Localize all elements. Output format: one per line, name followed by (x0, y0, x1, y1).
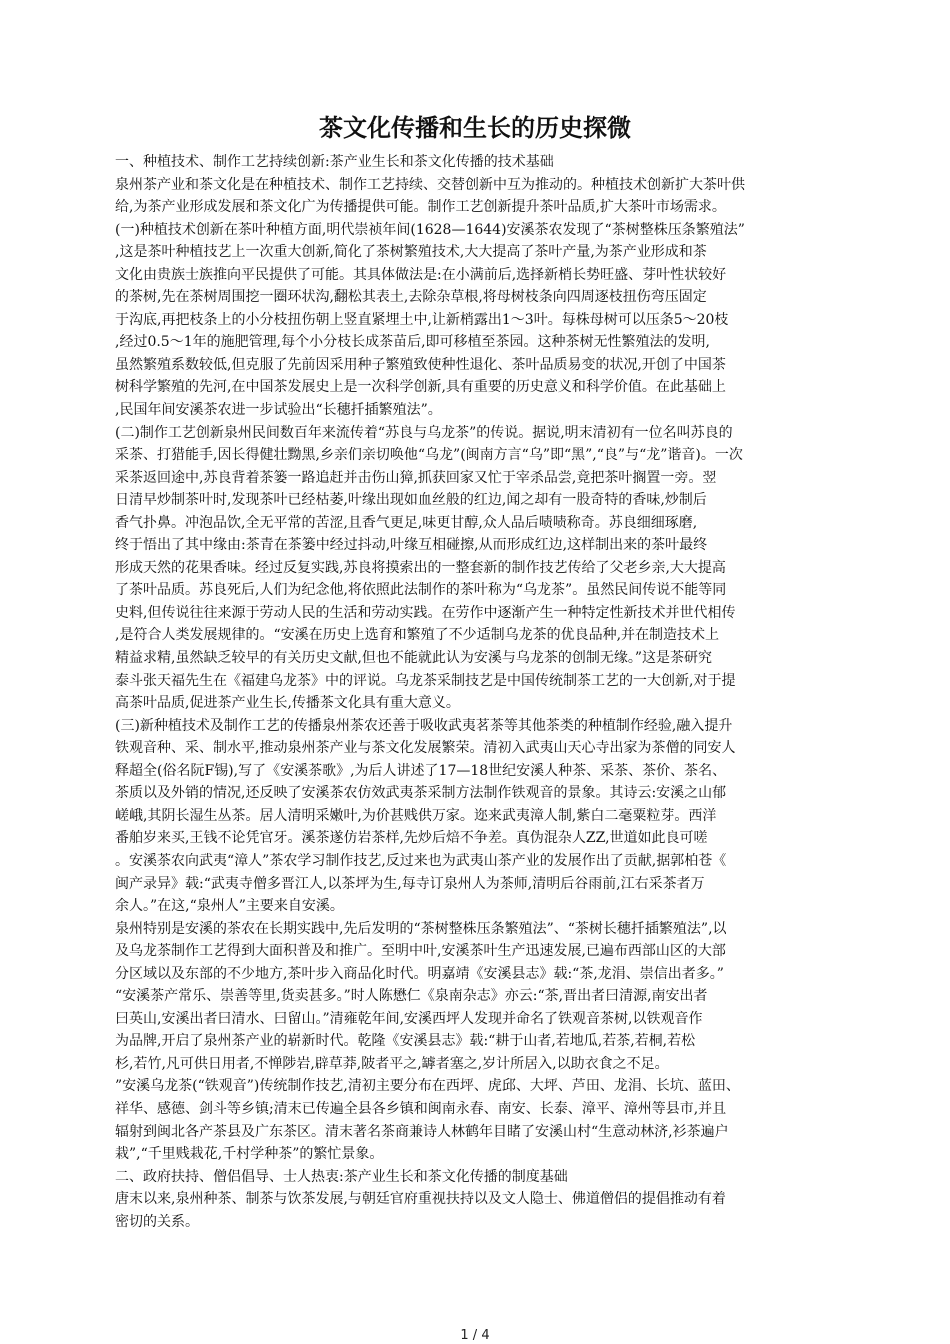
text-line: 辐射到闽北各产茶县及广东茶区。清末著名茶商兼诗人林鹤年目睹了安溪山村“生意动林济,衫茶遍户 (115, 1123, 729, 1140)
text-line: ,民国年间安溪茶农进一步试验出“长穗扦插繁殖法”。 (115, 402, 442, 419)
text-line: (二)制作工艺创新泉州民间数百年来流传着“苏良与乌龙茶”的传说。据说,明末清初有一位名叫苏良的 (115, 424, 733, 441)
text-line: 杉,若竹,凡可供日用者,不惮陟岩,辟草莽,陂者平之,罅者塞之,岁计所居入,以助衣食之不足。 (115, 1055, 669, 1072)
text-line: 史料,但传说往往来源于劳动人民的生活和劳动实践。在劳作中逐渐产生一种特定性新技术并世代相传 (115, 604, 736, 621)
text-line: 泉州特别是安溪的茶农在长期实践中,先后发明的“茶树整株压条繁殖法”、“茶树长穗扦插繁殖法”,以 (115, 920, 727, 937)
text-line: 一、种植技术、制作工艺持续创新:茶产业生长和茶文化传播的技术基础 (115, 154, 554, 170)
text-line: ,经过0.5～1年的施肥管理,每个小分枝长成茶苗后,即可移植至茶园。这种茶树无性繁殖法的发明, (115, 334, 710, 351)
text-line: 香气扑鼻。冲泡品饮,全无平常的苦涩,且香气更足,味更甘醇,众人品后啧啧称奇。苏良细细琢磨, (115, 514, 698, 531)
text-line: 的茶树,先在茶树周围挖一圈环状沟,翻松其表土,去除杂草根,将母树枝条向四周逐枝扭伤弯压固定 (115, 289, 707, 306)
text-line: 铁观音种、采、制水平,推动泉州茶产业与茶文化发展繁荣。清初入武夷山天心寺出家为茶僧的同安人 (115, 740, 736, 757)
text-line: 于沟底,再把枝条上的小分枝扭伤朝上竖直紧埋土中,让新梢露出1～3叶。每株母树可以压条5～20枝 (115, 311, 729, 328)
page-title: 茶文化传播和生长的历史探微 (319, 114, 631, 142)
text-line: 。安溪茶农向武夷“漳人”茶农学习制作技艺,反过来也为武夷山茶产业的发展作出了贡献,据郭柏苍《 (115, 852, 727, 869)
text-line: 采茶返回途中,苏良背着茶篓一路追赶并击伤山獐,抓获回家又忙于宰杀品尝,竟把茶叶搁置一旁。翌 (115, 469, 717, 486)
text-line: (三)新种植技术及制作工艺的传播泉州茶农还善于吸收武夷茗茶等其他茶类的种植制作经验,融入提升 (115, 717, 733, 734)
text-line: 为品牌,开启了泉州茶产业的崭新时代。乾隆《安溪县志》载:“耕于山者,若地瓜,若茶,若桐,若松 (115, 1033, 696, 1050)
text-line: 采茶、打猎能手,因长得健壮黝黑,乡亲们亲切唤他“乌龙”(闽南方言“乌”即“黑”,“良”与“龙”谐音)。一次 (115, 447, 743, 464)
text-line: 栽”,“千里贱栽花,千村学种茶”的繁忙景象。 (115, 1146, 384, 1163)
text-line: 泰斗张天福先生在《福建乌龙茶》中的评说。乌龙茶采制技艺是中国传统制茶工艺的一大创新,对于提 (115, 672, 736, 689)
text-line: 树科学繁殖的先河,在中国茶发展史上是一次科学创新,具有重要的历史意义和科学价值。在此基础上 (115, 379, 726, 396)
text-line: 泉州茶产业和茶文化是在种植技术、制作工艺持续、交替创新中互为推动的。种植技术创新扩大茶叶供 (115, 176, 745, 193)
text-line: (一)种植技术创新在茶叶种植方面,明代崇祯年间(1628—1644)安溪茶农发现了“茶树整株压条繁殖法” (115, 221, 745, 238)
text-line: ,是符合人类发展规律的。“安溪在历史上选育和繁殖了不少适制乌龙茶的优良品种,并在制造技术上 (115, 627, 720, 644)
text-line: 给,为茶产业形成发展和茶文化广为传播提供可能。制作工艺创新提升茶叶品质,扩大茶叶市场需求。 (115, 199, 726, 216)
text-line: 了茶叶品质。苏良死后,人们为纪念他,将依照此法制作的茶叶称为“乌龙茶”。虽然民间传说不能等同 (115, 582, 727, 599)
text-line: 虽然繁殖系数较低,但克服了先前因采用种子繁殖致使种性退化、茶叶品质易变的状况,开创了中国茶 (115, 356, 726, 373)
text-line: 释超全(俗名阮F锡),写了《安溪茶歌》,为后人讲述了17—18世纪安溪人种茶、采茶、茶价、茶名、 (115, 762, 727, 779)
text-line: 唐末以来,泉州种茶、制茶与饮茶发展,与朝廷官府重视扶持以及文人隐士、佛道僧侣的提倡推动有着 (115, 1191, 726, 1208)
text-line: 高茶叶品质,促进茶产业生长,传播茶文化具有重大意义。 (115, 695, 460, 712)
text-line: 余人。”在这,“泉州人”主要来自安溪。 (115, 898, 344, 915)
article-body (115, 151, 835, 1233)
text-line: 祥华、感德、剑斗等乡镇;清末已传遍全县各乡镇和闽南永春、南安、长泰、漳平、漳州等县市,并且 (115, 1100, 727, 1117)
page-number: 1 / 4 (460, 1328, 490, 1343)
text-line: 嵯峨,其阴长湿生丛茶。居人清明采嫩叶,为价甚贱供万家。迩来武夷漳人制,紫白二毫粟粒芽。西洋 (115, 807, 717, 824)
text-line: 茶质以及外销的情况,还反映了安溪茶农仿效武夷茶采制方法制作铁观音的景象。其诗云:安溪之山郁 (115, 785, 727, 802)
text-line: 密切的关系。 (115, 1213, 199, 1230)
text-line: 二、政府扶持、僧侣倡导、士人热衷:茶产业生长和茶文化传播的制度基础 (115, 1168, 568, 1185)
text-line: 文化由贵族士族推向平民提供了可能。其具体做法是:在小满前后,选择新梢长势旺盛、芽叶性状较好 (115, 266, 727, 283)
text-line: 闽产录异》载:“武夷寺僧多晋江人,以茶坪为生,每寺订泉州人为茶师,清明后谷雨前,江右采茶者万 (115, 875, 705, 892)
text-line: ”安溪乌龙茶(“铁观音”)传统制作技艺,清初主要分布在西坪、虎邱、大坪、芦田、龙涓、长坑、蓝田、 (115, 1078, 740, 1095)
text-line: 分区域以及东部的不少地方,茶叶步入商品化时代。明嘉靖《安溪县志》载:“茶,龙涓、崇信出者多。” (115, 965, 724, 982)
text-line: 精益求精,虽然缺乏较早的有关历史文献,但也不能就此认为安溪与乌龙茶的创制无缘。”这是茶研究 (115, 650, 713, 667)
text-line: 终于悟出了其中缘由:茶青在茶篓中经过抖动,叶缘互相碰擦,从而形成红边,这样制出来的茶叶最终 (115, 537, 708, 554)
text-line: 形成天然的花果香味。经过反复实践,苏良将摸索出的一整套新的制作技艺传给了父老乡亲,大大提高 (115, 559, 726, 576)
text-line: 日清早炒制茶叶时,发现茶叶已经枯萎,叶缘出现如血丝般的红边,闻之却有一股奇特的香味,炒制后 (115, 492, 707, 509)
text-line: 番舶岁来买,王钱不论凭官牙。溪茶遂仿岩茶样,先炒后焙不争差。真伪混杂人ZZ,世道如此良可嗟 (115, 830, 708, 847)
text-line: ,这是茶叶种植技艺上一次重大创新,简化了茶树繁殖技术,大大提高了茶叶产量,为茶产业形成和茶 (115, 244, 707, 261)
text-line: 曰英山,安溪出者曰清水、曰留山。”清雍乾年间,安溪西坪人发现并命名了铁观音茶树,以铁观音作 (115, 1010, 703, 1027)
text-line: 及乌龙茶制作工艺得到大面积普及和推广。至明中叶,安溪茶叶生产迅速发展,已遍布西部山区的大部 (115, 943, 726, 960)
text-line: “安溪茶产常乐、崇善等里,货卖甚多。”时人陈懋仁《泉南杂志》亦云:“茶,晋出者曰清源,南安出者 (115, 988, 708, 1005)
